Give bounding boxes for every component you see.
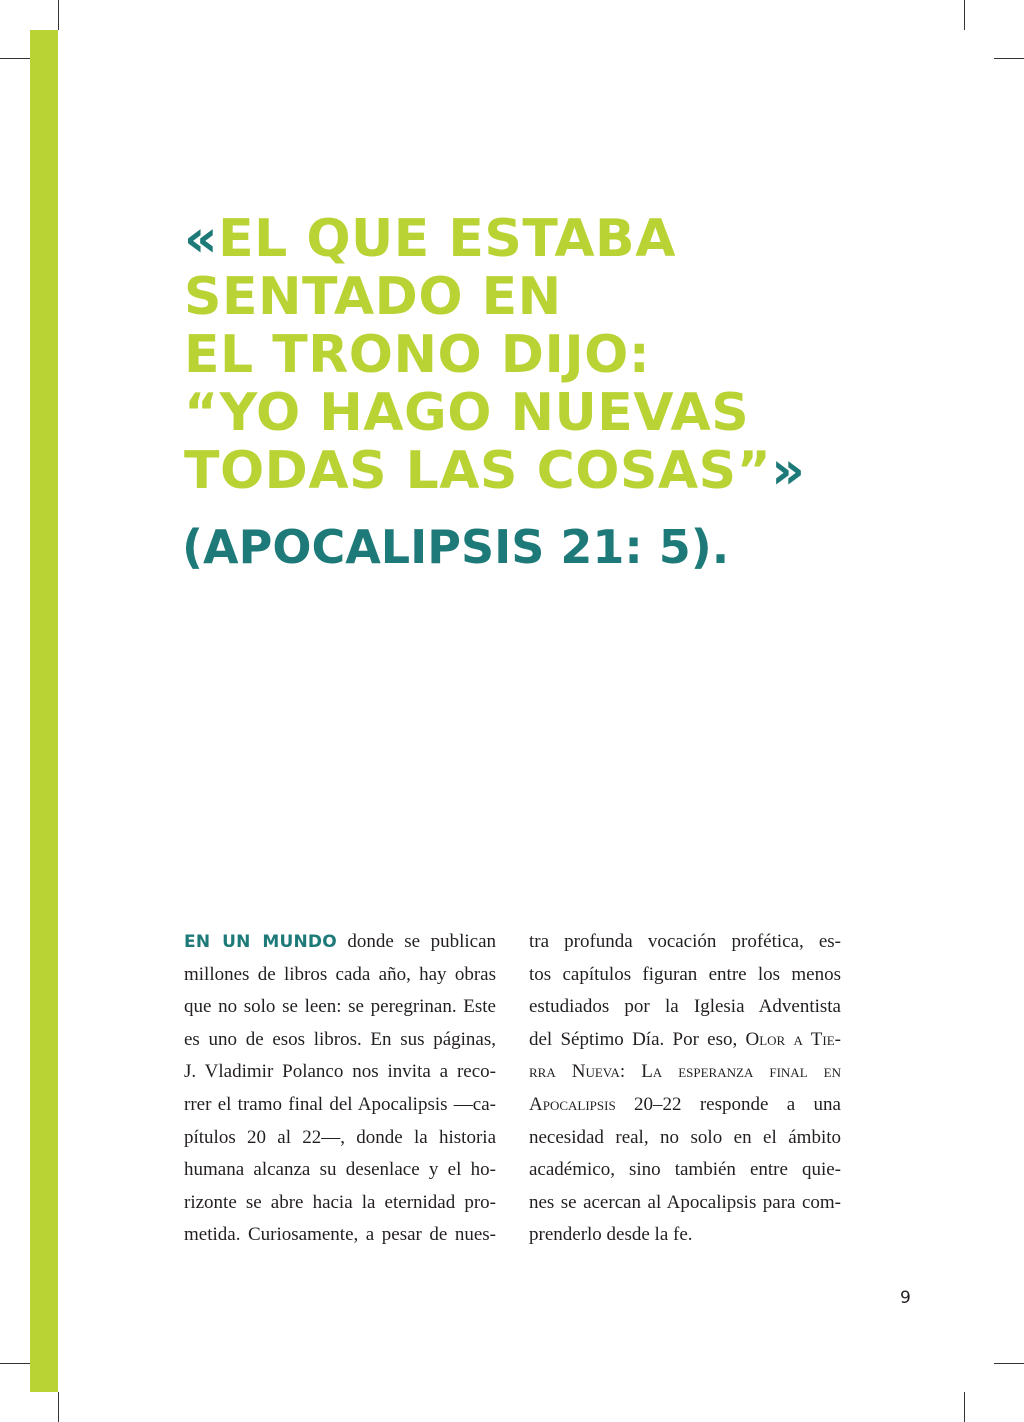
body-line: pítulos 20 al 22—, donde la historia [184,1126,496,1148]
crop-mark [964,0,965,30]
quote-text: TODAS LAS COSAS” [184,441,772,501]
body-line: tos capítulos figuran entre los menos [529,963,841,985]
body-line: rizonte se abre hacia la eternidad pro- [184,1191,496,1213]
close-quote-mark: » [771,441,806,501]
body-line: humana alcanza su desenlace y el ho- [184,1159,496,1181]
body-line: es uno de esos libros. En sus páginas, [184,1028,496,1050]
body-line [184,926,496,959]
quote-text: EL QUE ESTABA [218,209,676,269]
body-line: necesidad real, no solo en el ámbito [529,1126,841,1148]
side-accent-bar [30,30,58,1392]
book-title-line: rra Nueva: La esperanza final en [529,1061,841,1083]
crop-mark [58,1392,59,1422]
crop-mark [58,0,59,30]
body-column-right [529,926,841,1252]
body-line: que no solo se leen: se peregrinan. Este [184,996,496,1018]
body-line: millones de libros cada año, hay obras [184,963,496,985]
bible-reference: (APOCALIPSIS 21: 5). [182,520,730,574]
body-line: prenderlo desde la fe. [529,1224,693,1246]
quote-line [184,442,884,500]
body-line: académico, sino también entre quie- [529,1159,841,1181]
lead-in: EN UN MUNDO [184,932,337,952]
crop-mark [994,1363,1024,1364]
quote-line: EL TRONO DIJO: [184,325,651,385]
body-line [529,1089,841,1122]
crop-mark [964,1392,965,1422]
quote-line: SENTADO EN [184,267,562,327]
crop-mark [0,1363,30,1364]
pull-quote [184,210,884,500]
crop-mark [994,58,1024,59]
body-line: J. Vladimir Polanco nos invita a reco- [184,1061,496,1083]
body-text: del Séptimo Día. Por eso, [529,1028,746,1050]
body-line: nes se acercan al Apocalipsis para com- [529,1191,841,1213]
body-line: metida. Curiosamente, a pesar de nues- [184,1224,496,1246]
body-text: donde se publican [336,931,497,952]
book-title: Olor a Tie- [745,1028,841,1050]
book-title: Apocalipsis [529,1093,616,1115]
body-column-left [184,926,496,1252]
quote-line: “YO HAGO NUEVAS [184,383,750,443]
body-line: rrer el tramo final del Apocalipsis —ca- [184,1093,496,1115]
open-quote-mark: « [184,209,219,269]
body-line: tra profunda vocación profética, es- [529,931,841,952]
body-text: 20–22 responde a una [615,1093,841,1115]
page-number: 9 [900,1288,911,1308]
body-line: estudiados por la Iglesia Adventista [529,996,841,1018]
crop-mark [0,58,30,59]
quote-line [184,210,884,268]
body-line [529,1024,841,1057]
